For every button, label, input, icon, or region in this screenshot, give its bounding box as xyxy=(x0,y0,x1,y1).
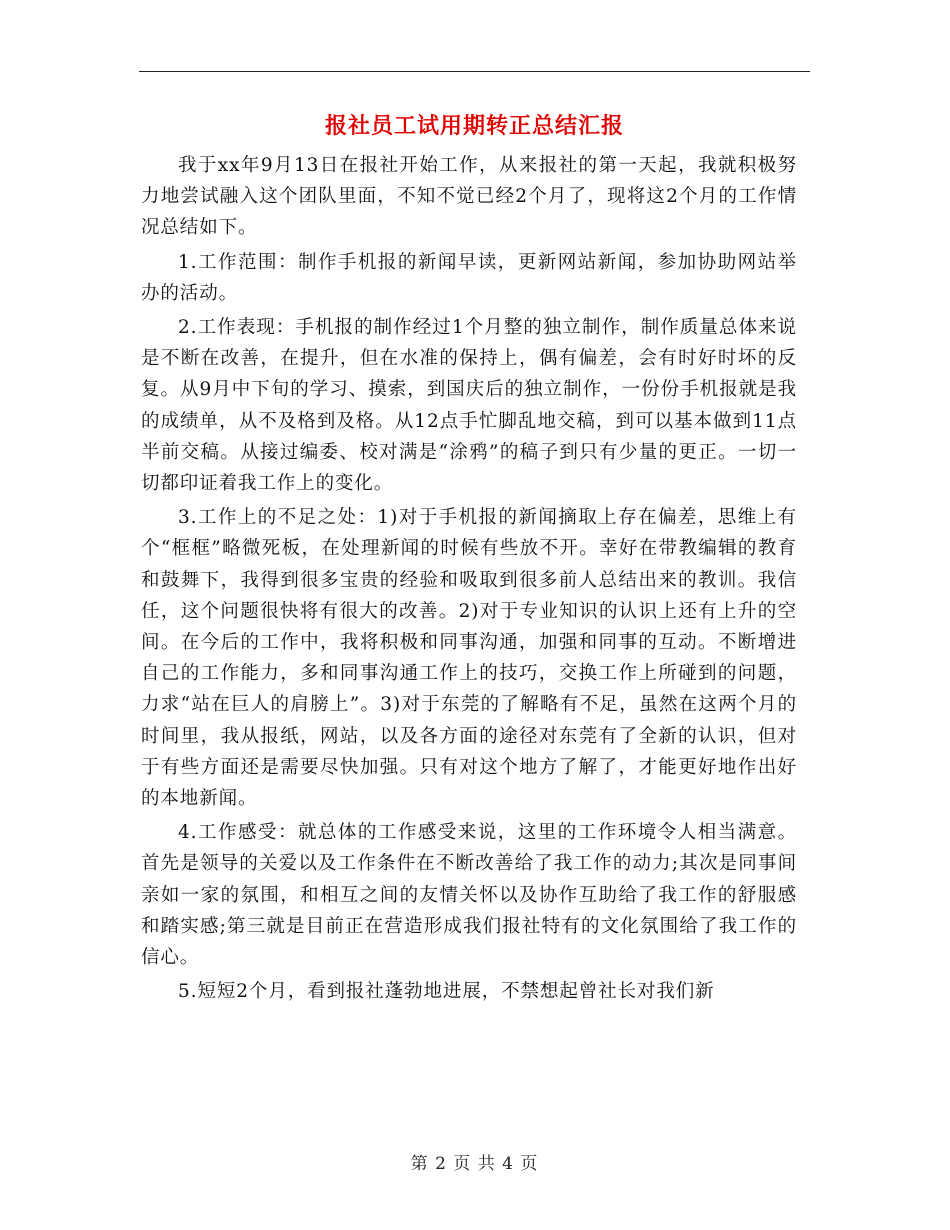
paragraph-work-performance: 2.工作表现：手机报的制作经过1个月整的独立制作，制作质量总体来说是不断在改善，在提升，但在水准的保持上，偶有偏差，会有时好时坏的反复。从9月中下旬的学习、摸索，到国庆后的独立制作，一份份手机报就是我的成绩单，从不及格到及格。从12点手忙脚乱地交稿，到可以基本做到11点半前交稿。从接过编委、校对满是“涂鸦”的稿子到只有少量的更正。一切一切都印证着我工作上的变化。 xyxy=(141,317,797,495)
document-title: 报社员工试用期转正总结汇报 xyxy=(324,113,624,139)
document-body xyxy=(141,150,797,1010)
paragraph-closing: 5.短短2个月，看到报社蓬勃地进展，不禁想起曾社长对我们新 xyxy=(178,981,715,1003)
paragraph-work-scope: 1.工作范围：制作手机报的新闻早读，更新网站新闻，参加协助网站举办的活动。 xyxy=(141,251,797,304)
paragraph-shortcomings: 3.工作上的不足之处：1)对于手机报的新闻摘取上存在偏差，思维上有个“框框”略微死板，在处理新闻的时候有些放不开。幸好在带教编辑的教育和鼓舞下，我得到很多宝贵的经验和吸取到很多前人总结出来的教训。我信任，这个问题很快将有很大的改善。2)对于专业知识的认识上还有上升的空间。在今后的工作中，我将积极和同事沟通，加强和同事的互动。不断增进自己的工作能力，多和同事沟通工作上的技巧，交换工作上所碰到的问题，力求“站在巨人的肩膀上”。3)对于东莞的了解略有不足，虽然在这两个月的时间里，我从报纸，网站，以及各方面的途径对东莞有了全新的认识，但对于有些方面还是需要尽快加强。只有对这个地方了解了，才能更好地作出好的本地新闻。 xyxy=(141,507,797,810)
paragraph-intro: 我于xx年9月13日在报社开始工作，从来报社的第一天起，我就积极努力地尝试融入这个团队里面，不知不觉已经2个月了，现将这2个月的工作情况总结如下。 xyxy=(141,155,797,239)
paragraph-work-feelings: 4.工作感受：就总体的工作感受来说，这里的工作环境令人相当满意。首先是领导的关爱以及工作条件在不断改善给了我工作的动力;其次是同事间亲如一家的氛围，和相互之间的友情关怀以及协作互助给了我工作的舒服感和踏实感;第三就是目前正在营造形成我们报社特有的文化氛围给了我工作的信心。 xyxy=(141,822,797,969)
page-number: 第 2 页 共 4 页 xyxy=(410,1154,539,1174)
header-rule xyxy=(139,71,810,72)
